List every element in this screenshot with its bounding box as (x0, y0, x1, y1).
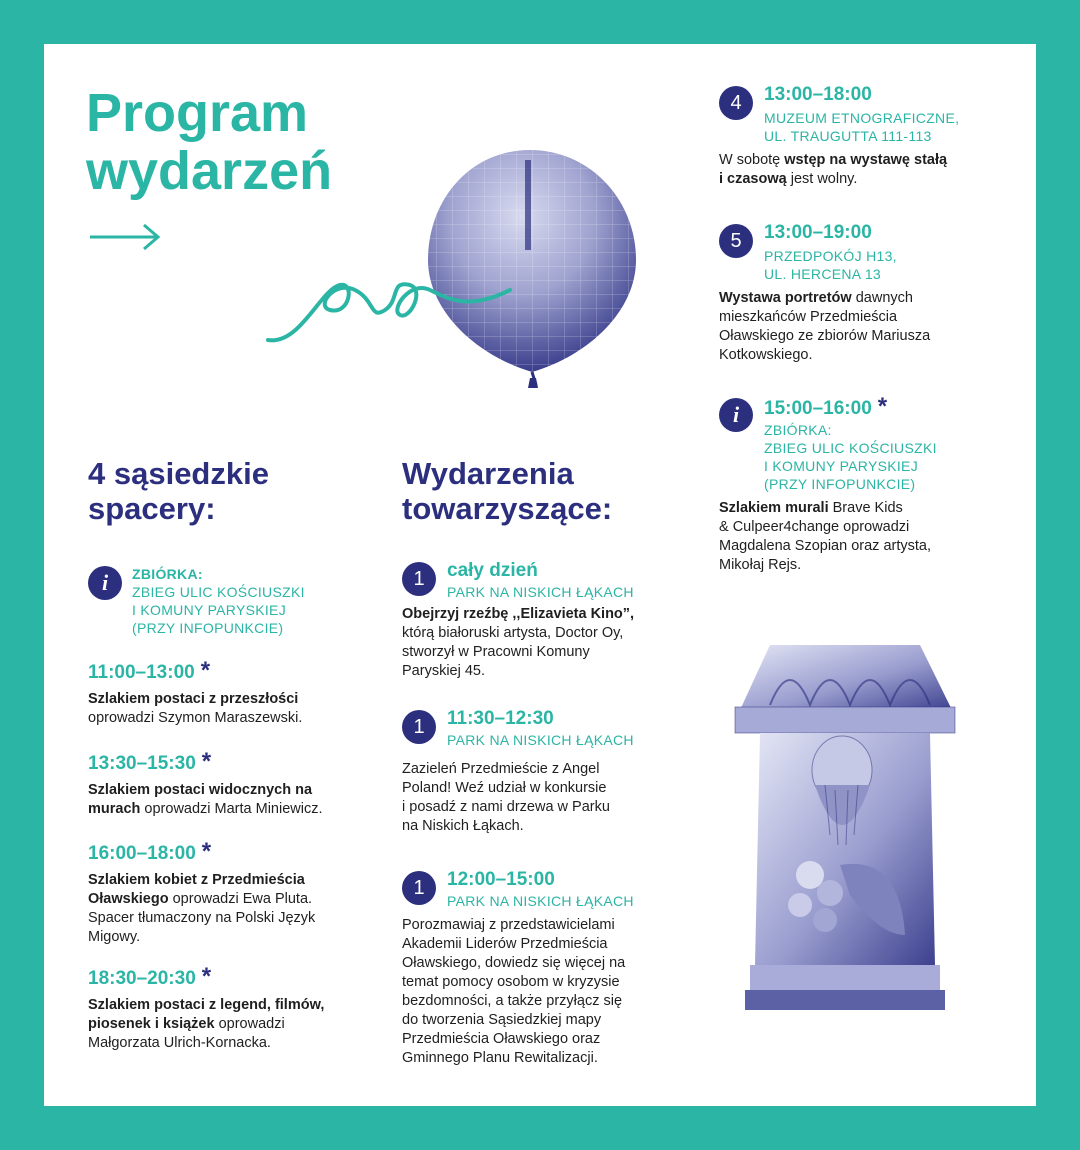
walks-heading: 4 sąsiedzkie spacery: (88, 456, 269, 526)
event-description: Obejrzyj rzeźbę ,,Elizavieta Kino”, którą białoruski artysta, Doctor Oy, stworzył w Pracowni Komuny Paryskiej 45. (402, 606, 635, 679)
event-place: PARK NA NISKICH ŁĄKACH (447, 893, 634, 909)
event-description: Zazieleń Przedmieście z Angel Poland! Weź udział w konkursie i posadź z nami drzewa w Parku na Niskich Łąkach. (402, 761, 610, 834)
sculpture-illustration (730, 635, 960, 1035)
event-place: MUZEUM ETNOGRAFICZNE, UL. TRAUGUTTA 111-113 (764, 110, 960, 144)
asterisk-icon: * (201, 838, 212, 865)
asterisk-icon: * (877, 393, 888, 420)
event-place: PRZEDPOKÓJ H13, UL. HERCENA 13 (764, 248, 897, 282)
location-number-badge: 5 (719, 224, 753, 258)
walk-item: 18:30–20:30 * Szlakiem postaci z legend, filmów, piosenek i książek oprowadzi Małgorzata Ulrich-Kornacka. (88, 963, 325, 1051)
info-icon: i (88, 566, 122, 600)
side-events-heading: Wydarzenia towarzyszące: (402, 456, 613, 526)
walk-item: 16:00–18:00 * Szlakiem kobiet z Przedmieścia Oławskiego oprowadzi Ewa Pluta. Spacer tłumaczony na Polski Język Migowy. (88, 838, 316, 945)
event-time: cały dzień (447, 560, 538, 581)
arrow-right-icon (88, 222, 162, 252)
location-number-badge: 1 (402, 710, 436, 744)
walk-item: 13:30–15:30 * Szlakiem postaci widocznych na murach oprowadzi Marta Miniewicz. (88, 748, 323, 817)
event-description: Porozmawiaj z przedstawicielami Akademii Liderów Przedmieścia Oławskiego, dowiedz się więcej na temat pomocy osobom w kryzysie bezdomności, a także przyłącz się do tworzenia Sąsiedzkiej mapy Przedmieścia Oławskiego oraz Gminnego Planu Rewitalizacji. (402, 917, 626, 1066)
location-number-badge: 4 (719, 86, 753, 120)
event-time: 11:30–12:30 (447, 708, 554, 729)
location-number-badge: 1 (402, 562, 436, 596)
event-place: PARK NA NISKICH ŁĄKACH (447, 732, 634, 748)
walk-item: 11:00–13:00 * Szlakiem postaci z przeszłości oprowadzi Szymon Maraszewski. (88, 657, 303, 726)
event-description: Szlakiem murali Brave Kids & Culpeer4change oprowadzi Magdalena Szopian oraz artysta, Mikołaj Rejs. (719, 500, 931, 573)
event-time: 12:00–15:00 (447, 869, 555, 890)
asterisk-icon: * (201, 963, 212, 990)
event-place: ZBIÓRKA: ZBIEG ULIC KOŚCIUSZKI I KOMUNY PARYSKIEJ (PRZY INFOPUNKCIE) (764, 422, 937, 492)
asterisk-icon: * (201, 748, 212, 775)
location-number-badge: 1 (402, 871, 436, 905)
event-place: PARK NA NISKICH ŁĄKACH (447, 584, 634, 600)
event-description: Wystawa portretów dawnych mieszkańców Przedmieścia Oławskiego ze zbiorów Mariusza Kotkowskiego. (719, 290, 931, 363)
meeting-point: ZBIÓRKA: ZBIEG ULIC KOŚCIUSZKI I KOMUNY PARYSKIEJ (PRZY INFOPUNKCIE) (132, 566, 305, 636)
event-time: 13:00–19:00 (764, 222, 872, 243)
event-description: W sobotę wstęp na wystawę stałą i czasową jest wolny. (719, 152, 948, 187)
asterisk-icon: * (200, 657, 211, 684)
balloon-illustration (260, 140, 660, 400)
info-icon: i (719, 398, 753, 432)
event-time: 13:00–18:00 (764, 84, 872, 105)
page-title: Program wydarzeń (86, 83, 333, 201)
event-time: 15:00–16:00 * (764, 393, 888, 420)
